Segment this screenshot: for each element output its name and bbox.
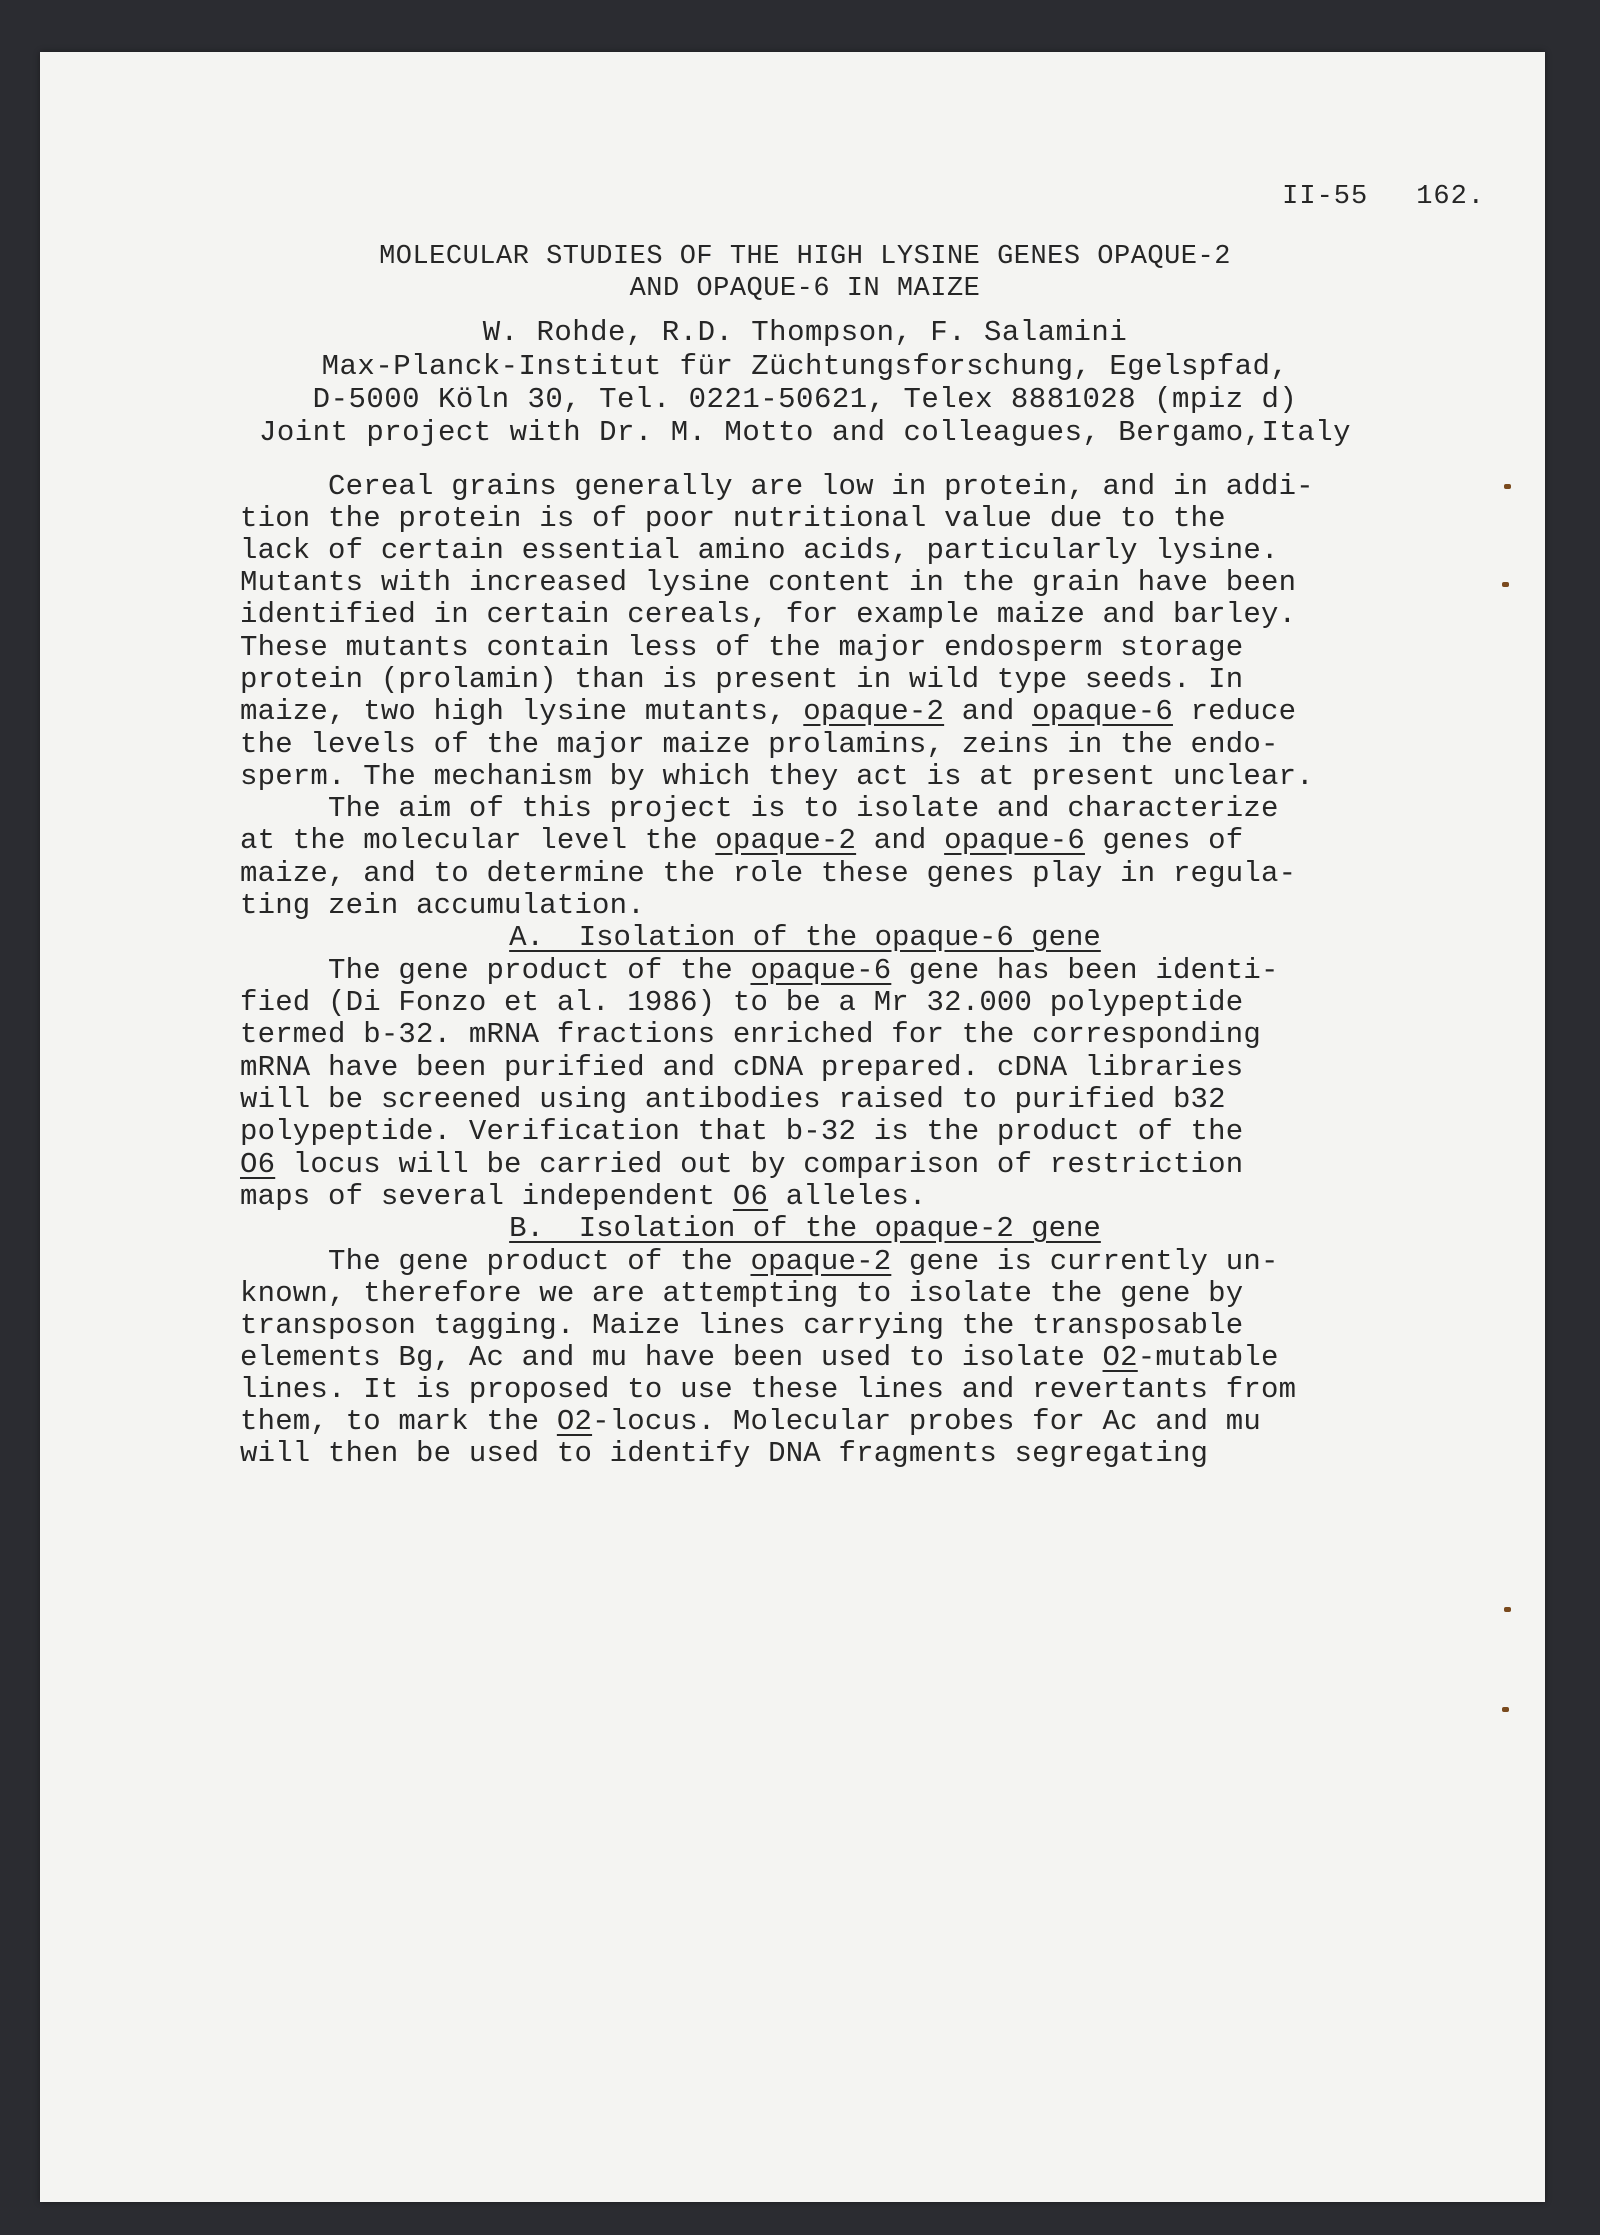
locus-o2: O2 — [556, 1405, 593, 1438]
intro-line: Cereal grains generally are low in protein, and in addi- — [240, 470, 1314, 503]
section-a-heading: A. Isolation of the opaque-6 gene — [509, 921, 1101, 954]
affiliation-line-3: Joint project with Dr. M. Motto and colleagues, Bergamo,Italy — [258, 416, 1352, 449]
section-a-line: mRNA have been purified and cDNA prepared. cDNA libraries — [240, 1051, 1244, 1084]
intro-line: maize, two high lysine mutants, opaque-2 and opaque-6 reduce — [240, 695, 1297, 728]
affiliation-line-1: Max-Planck-Institut für Züchtungsforschung, Egelspfad, — [321, 350, 1289, 383]
section-a-line: maps of several independent O6 alleles. — [240, 1180, 927, 1213]
gene-opaque-6: opaque-6 — [750, 954, 892, 987]
section-b-heading: B. Isolation of the opaque-2 gene — [509, 1212, 1101, 1245]
affiliation-line-2: D-5000 Köln 30, Tel. 0221-50621, Telex 8881028 (mpiz d) — [312, 383, 1298, 416]
gene-opaque-2: opaque-2 — [750, 1245, 892, 1278]
title-line-2: AND OPAQUE-6 IN MAIZE — [629, 274, 981, 304]
section-a-line: will be screened using antibodies raised to purified b32 — [240, 1083, 1226, 1116]
gene-opaque-6: opaque-6 — [1032, 695, 1173, 728]
intro-line: identified in certain cereals, for example maize and barley. — [240, 598, 1297, 631]
aim-line: at the molecular level the opaque-2 and opaque-6 genes of — [240, 824, 1244, 857]
section-b-line: transposon tagging. Maize lines carrying the transposable — [240, 1309, 1244, 1342]
page-section: II-55 — [1282, 182, 1369, 212]
locus-o2: O2 — [1102, 1341, 1138, 1374]
section-b-line: lines. It is proposed to use these lines and revertants from — [240, 1373, 1297, 1406]
gene-opaque-2: opaque-2 — [715, 824, 857, 857]
section-a-line: fied (Di Fonzo et al. 1986) to be a Mr 32.000 polypeptide — [240, 986, 1244, 1019]
section-b-line: them, to mark the O2-locus. Molecular probes for Ac and mu — [240, 1405, 1261, 1438]
margin-mark — [1504, 484, 1511, 489]
section-a-line: O6 locus will be carried out by comparison of restriction — [240, 1148, 1244, 1181]
page-number — [40, 182, 1485, 212]
section-b-line: elements Bg, Ac and mu have been used to isolate O2-mutable — [240, 1341, 1279, 1374]
intro-line: lack of certain essential amino acids, particularly lysine. — [240, 534, 1279, 567]
page-number-value: 162. — [1416, 182, 1485, 212]
intro-line: sperm. The mechanism by which they act is at present unclear. — [240, 760, 1314, 793]
intro-line: protein (prolamin) than is present in wild type seeds. In — [240, 663, 1244, 696]
authors: W. Rohde, R.D. Thompson, F. Salamini — [482, 316, 1128, 349]
section-a-line: termed b-32. mRNA fractions enriched for the corresponding — [240, 1018, 1261, 1051]
section-b-line: will then be used to identify DNA fragments segregating — [240, 1437, 1209, 1470]
intro-line: Mutants with increased lysine content in the grain have been — [240, 566, 1297, 599]
margin-mark — [1502, 582, 1509, 587]
document-page — [40, 52, 1545, 2202]
intro-line: the levels of the major maize prolamins, zeins in the endo- — [240, 728, 1279, 761]
intro-line: tion the protein is of poor nutritional value due to the — [240, 502, 1226, 535]
locus-o6: O6 — [240, 1148, 276, 1181]
section-a-line: The gene product of the opaque-6 gene has been identi- — [240, 954, 1279, 987]
margin-mark — [1502, 1707, 1509, 1712]
gene-opaque-6: opaque-6 — [944, 824, 1085, 857]
locus-o6: O6 — [732, 1180, 769, 1213]
gene-opaque-2: opaque-2 — [803, 695, 945, 728]
title-line-1: MOLECULAR STUDIES OF THE HIGH LYSINE GENES OPAQUE-2 — [379, 242, 1231, 272]
aim-line: The aim of this project is to isolate and characterize — [240, 792, 1279, 825]
section-a-line: polypeptide. Verification that b-32 is the product of the — [240, 1115, 1244, 1148]
aim-line: maize, and to determine the role these genes play in regula- — [240, 857, 1297, 890]
section-b-line: known, therefore we are attempting to isolate the gene by — [240, 1277, 1244, 1310]
section-b-line: The gene product of the opaque-2 gene is currently un- — [240, 1245, 1279, 1278]
intro-line: These mutants contain less of the major endosperm storage — [240, 631, 1244, 664]
aim-line: ting zein accumulation. — [240, 889, 645, 922]
margin-mark — [1504, 1607, 1511, 1612]
